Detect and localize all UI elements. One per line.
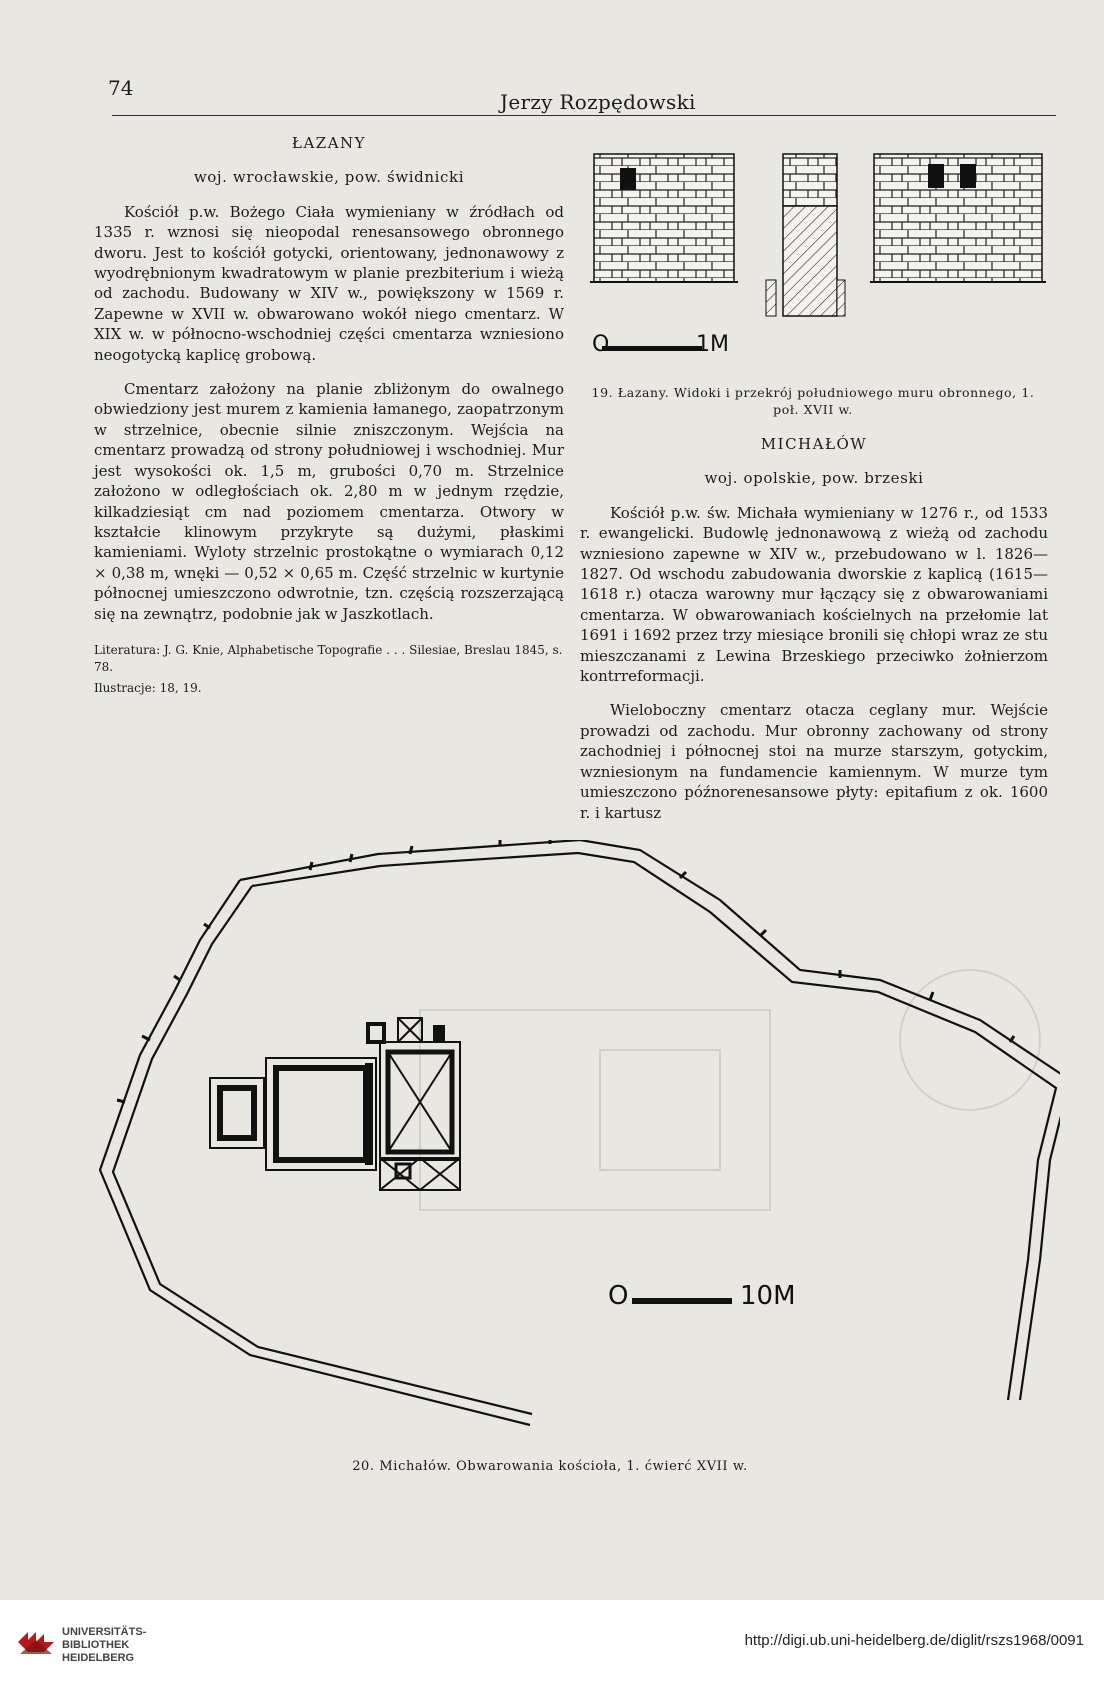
right-wall-elevation	[870, 154, 1046, 282]
header-rule	[112, 115, 1056, 116]
library-logo-text: UNIVERSITÄTS- BIBLIOTHEK HEIDELBERG	[62, 1626, 147, 1664]
figure-20-caption: 20. Michałów. Obwarowania kościoła, 1. ćwierć XVII w.	[352, 1459, 748, 1474]
paragraph: Kościół p.w. Bożego Ciała wymieniany w źródłach od 1335 r. wznosi się nieopodal renesansowego obronnego dworu. Jest to kościół gotycki, orientowany, jednonawowy z wyodrębnionym kwadratowym w planie prezbiterium i wieżą od zachodu. Budowany w XIV w., powiększony w 1569 r. Zapewne w XVII w. obwarowano wokół niego cmentarz. W XIX w. w północno-wschodniej części cmentarza wzniesiono neogotycką kaplicę grobową.	[94, 202, 564, 364]
left-wall-elevation	[590, 154, 738, 282]
church-plan	[210, 1018, 460, 1190]
svg-text:O: O	[592, 332, 610, 357]
section-subtitle-lazany: woj. wrocławskie, pow. świdnicki	[193, 168, 465, 187]
scale-bar-1m	[592, 332, 729, 357]
figure-19-wall-drawing	[590, 150, 1050, 370]
heidelberg-logo-icon	[14, 1620, 58, 1664]
paragraph: Cmentarz założony na planie zbliżonym do owalnego obwiedziony jest murem z kamienia łamanego, zaopatrzonym w strzelnice, obecnie silnie zniszczonym. Wejścia na cmentarz prowadzą od strony południowej i wschodniej. Mur jest wysokości ok. 1,5 m, grubości 0,70 m. Strzelnice założono w odległościach ok. 2,80 m w jednym rzędzie, kilkadziesiąt cm nad poziomem cmentarza. Otwory w kształcie klinowym przykryte są dużymi, płaskimi kamieniami. Wyloty strzelnic prostokątne o wymiarach 0,12 × 0,38 m, wnęki — 0,52 × 0,65 m. Część strzelnic w kurtynie północnej umieszczono odwrotnie, tzn. częścią rozszerzającą się na zewnątrz, podobnie jak w Jaszkotlach.	[94, 380, 564, 623]
svg-text:1M: 1M	[696, 332, 729, 357]
figure-19-caption: 19. Łazany. Widoki i przekrój południowego muru obronnego, 1. poł. XVII w.	[591, 385, 1035, 417]
section-title-lazany: ŁAZANY	[291, 134, 367, 152]
source-url[interactable]: http://digi.ub.uni-heidelberg.de/diglit/rszs1968/0091	[744, 1632, 1084, 1649]
paragraph: Wieloboczny cmentarz otacza ceglany mur. Wejście prowadzi od zachodu. Mur obronny zachowany od strony zachodniej i północnej stoi na murze starszym, gotyckim, wzniesionym na fundamencie kamiennym. W murze tym umieszczono późnorenesansowe płyty: epitafium z ok. 1600 r. i kartusz	[580, 701, 1048, 822]
scale-bar-10m	[608, 1281, 796, 1311]
running-head-author: Jerzy Rozpędowski	[500, 90, 696, 114]
paragraph: Kościół p.w. św. Michała wymieniany w 1276 r., od 1533 r. ewangelicki. Budowlę jednonawową z wieżą od zachodu wzniesiono zapewne w XIV w., przebudowano w l. 1826—1827. Od wschodu zabudowania dworskie z kaplicą (1615—1618 r.) otacza warowny mur łączący się z obwarowaniami cmentarza. W obwarowaniach kościelnych na przełomie lat 1691 i 1692 przez trzy miesiące bronili się chłopi wraz ze stu mieszczanami z Lewina Brzeskiego przeciwko żołnierzom kontrreformacji.	[580, 503, 1048, 686]
illustrations-note: Ilustracje: 18, 19.	[94, 680, 202, 695]
svg-text:10M: 10M	[740, 1281, 796, 1311]
left-column	[94, 133, 564, 697]
loopholes	[117, 840, 1014, 1102]
section-subtitle-michalow: woj. opolskie, pow. brzeski	[704, 469, 924, 488]
literature-note: Literatura: J. G. Knie, Alphabetische Topografie . . . Silesiae, Breslau 1845, s. 78.	[94, 642, 563, 674]
right-column	[580, 434, 1048, 823]
svg-text:O: O	[608, 1281, 629, 1311]
wall-section	[766, 154, 845, 316]
figure-20-site-plan	[80, 840, 1060, 1450]
page-number: 74	[108, 76, 134, 100]
section-title-michalow: MICHAŁÓW	[760, 435, 868, 453]
